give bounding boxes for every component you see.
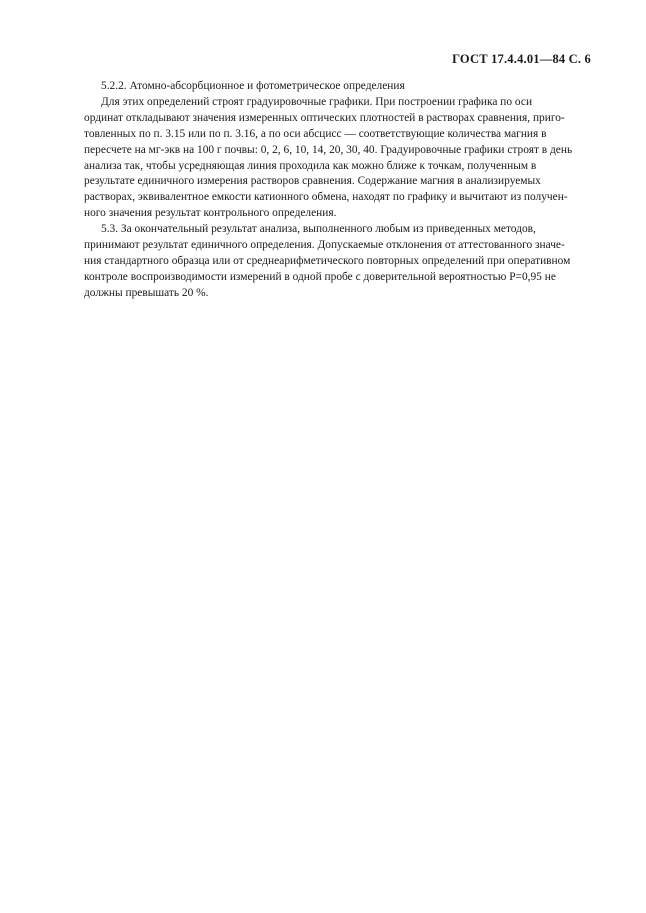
text-line: ного значения результат контрольного определения. — [84, 207, 337, 220]
page-header: ГОСТ 17.4.4.01—84 С. 6 — [452, 52, 591, 66]
document-body — [84, 79, 590, 302]
text-line: контроле воспроизводимости измерений в одной пробе с доверительной вероятностью Р=0,95 не — [84, 270, 556, 283]
paragraph-calibration — [84, 95, 590, 222]
text-line: ния стандартного образца или от среднеарифметического повторных определений при оперативном — [84, 254, 571, 267]
text-line: 5.2.2. Атомно-абсорбционное и фотометрическое определения — [101, 80, 405, 92]
text-line: принимают результат единичного определения. Допускаемые отклонения от аттестованного значе- — [84, 239, 565, 252]
text-line: ординат откладывают значения измеренных оптических плотностей в растворах сравнения, приго- — [84, 111, 565, 124]
text-line: растворах, эквивалентное емкости катионного обмена, находят по графику и вычитают из получен- — [84, 191, 568, 204]
text-line: анализа так, чтобы усредняющая линия проходила как можно ближе к точкам, полученным в — [84, 159, 537, 172]
paragraph-5-3 — [84, 222, 590, 302]
text-line: 5.3. За окончательный результат анализа, выполненного любым из приведенных методов, — [101, 223, 536, 236]
text-line: Для этих определений строят градуировочные графики. При построении графика по оси — [101, 95, 533, 108]
section-heading-5-2-2 — [84, 79, 590, 95]
text-line: должны превышать 20 %. — [84, 286, 209, 299]
text-line: товленных по п. 3.15 или по п. 3.16, а по оси абсцисс — соответствующие количества магния в — [84, 127, 547, 140]
text-line: пересчете на мг-экв на 100 г почвы: 0, 2, 6, 10, 14, 20, 30, 40. Градуировочные графики строят в день — [84, 143, 573, 156]
text-line: результате единичного измерения растворов сравнения. Содержание магния в анализируемых — [84, 175, 541, 188]
